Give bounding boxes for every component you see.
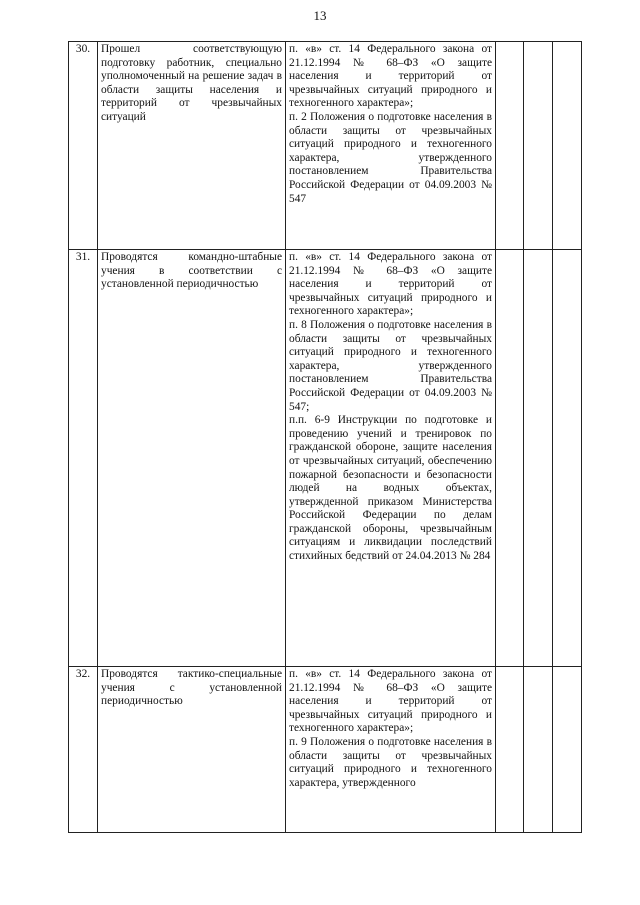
basis-item: п. «в» ст. 14 Федерального закона от 21.12.1994 № 68–ФЗ «О защите населения и территорий от чрезвычайных ситуаций природного и техногенного характера»; (289, 251, 492, 318)
basis-item: п. 8 Положения о подготовке населения в области защиты от чрезвычайных ситуаций природного и техногенного характера, утвержденного постановлением Правительства Российской Федерации от 04.09.2003 № 547; (289, 318, 492, 413)
basis-item: п. 2 Положения о подготовке населения в области защиты от чрезвычайных ситуаций природного и техногенного характера, утвержденного постановлением Правительства Российской Федерации от 04.09.2003 № 547 (289, 110, 492, 205)
legal-basis (286, 42, 496, 250)
basis-item: п. «в» ст. 14 Федерального закона от 21.12.1994 № 68–ФЗ «О защите населения и территорий от чрезвычайных ситуаций природного и техногенного характера»; (289, 43, 492, 110)
page-number: 13 (313, 8, 327, 23)
answer-yes-cell (496, 667, 524, 833)
row-number: 32. (69, 667, 98, 833)
answer-na-cell (553, 250, 582, 667)
requirement-text: Проводятся тактико-специальные учения с установленной периодичностью (98, 667, 286, 833)
answer-yes-cell (496, 250, 524, 667)
row-number: 30. (69, 42, 98, 250)
table-row (69, 250, 582, 667)
requirement-text: Проводятся командно-штабные учения в соответствии с установленной периодичностью (98, 250, 286, 667)
basis-item: п. «в» ст. 14 Федерального закона от 21.12.1994 № 68–ФЗ «О защите населения и территорий от чрезвычайных ситуаций природного и техногенного характера»; (289, 668, 492, 735)
basis-item: п.п. 6-9 Инструкции по подготовке и проведению учений и тренировок по гражданской обороне, защите населения от чрезвычайных ситуаций, обеспечению пожарной безопасности и безопасности людей на водных объектах, утвержденной приказом Министерства Российской Федерации по делам гражданской обороны, чрезвычайным ситуациям и ликвидации последствий стихийных бедствий от 24.04.2013 № 284 (289, 414, 492, 563)
table-row (69, 667, 582, 833)
legal-basis (286, 250, 496, 667)
answer-no-cell (524, 250, 553, 667)
answer-no-cell (524, 42, 553, 250)
answer-yes-cell (496, 42, 524, 250)
answer-na-cell (553, 667, 582, 833)
row-number: 31. (69, 250, 98, 667)
requirements-table (68, 41, 582, 833)
requirement-text: Прошел соответствующую подготовку работник, специально уполномоченный на решение задач в области защиты населения и территорий от чрезвычайных ситуаций (98, 42, 286, 250)
table-row (69, 42, 582, 250)
legal-basis (286, 667, 496, 833)
answer-no-cell (524, 667, 553, 833)
basis-item: п. 9 Положения о подготовке населения в области защиты от чрезвычайных ситуаций природного и техногенного характера, утвержденного (289, 735, 492, 789)
answer-na-cell (553, 42, 582, 250)
